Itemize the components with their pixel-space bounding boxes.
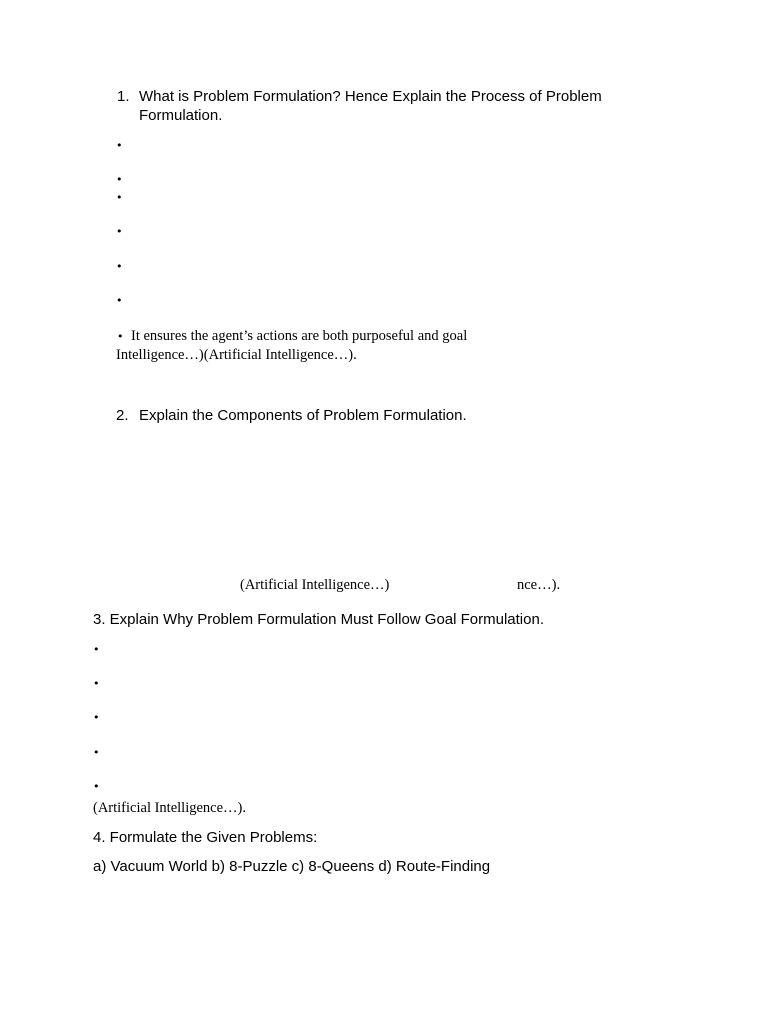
question-1-number: 1.	[117, 88, 130, 105]
bullet-icon	[116, 260, 123, 274]
question-1-text-line1: What is Problem Formulation? Hence Explain the Process of Problem	[139, 88, 602, 105]
question-3-text: 3. Explain Why Problem Formulation Must Follow Goal Formulation.	[93, 611, 544, 628]
question-2-number: 2.	[116, 407, 129, 424]
question-1-text-line2: Formulation.	[139, 107, 223, 124]
bullet-icon	[116, 139, 123, 153]
bullet-icon	[93, 780, 100, 794]
question-4-options: a) Vacuum World b) 8-Puzzle c) 8-Queens d) Route-Finding	[93, 858, 491, 875]
bullet-icon	[93, 643, 100, 657]
bullet-icon	[93, 711, 100, 725]
bullet-icon	[116, 191, 123, 205]
question-4-text: 4. Formulate the Given Problems:	[93, 829, 318, 846]
question-2-fragment-right: nce…).	[517, 577, 561, 593]
bullet-icon	[93, 746, 100, 760]
question-3-note: (Artificial Intelligence…).	[93, 800, 246, 816]
question-1-note-line2: Intelligence…)(Artificial Intelligence…).	[116, 347, 357, 363]
question-1-note-line1: It ensures the agent’s actions are both purposeful and goal	[131, 328, 468, 344]
bullet-icon	[116, 294, 123, 308]
bullet-icon	[116, 225, 123, 239]
question-2-text: Explain the Components of Problem Formulation.	[139, 407, 467, 424]
bullet-icon	[93, 677, 100, 691]
bullet-icon	[117, 330, 124, 344]
question-2-fragment-left: (Artificial Intelligence…)	[240, 577, 390, 593]
bullet-icon	[116, 173, 123, 187]
